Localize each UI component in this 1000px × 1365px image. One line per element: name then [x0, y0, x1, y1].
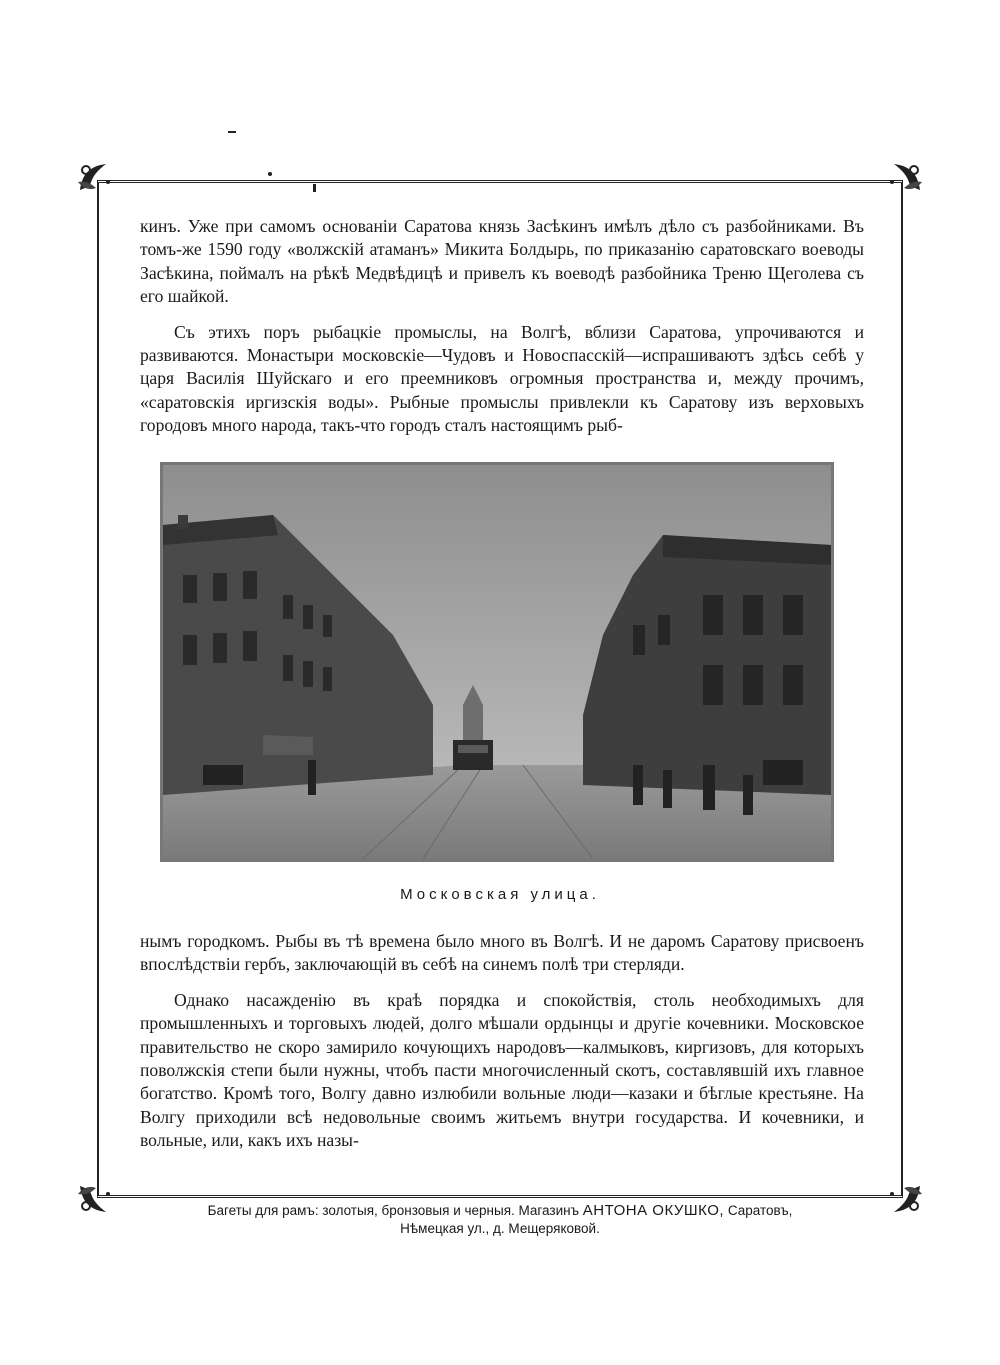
page-mark: [228, 131, 236, 133]
paragraph: Однако насажденiю въ краѣ порядка и спокойствiя, столь необходимыхъ для промышленныхъ и торговыхъ людей, долго мѣшали ордынцы и другiе кочевники. Московское правительство не скоро замирило кочующихъ народовъ—калмыковъ, киргизовъ, для которыхъ поволжскiя степи были нужны, чтобъ пасти многочисленный скотъ, составлявшiй ихъ главное богатство. Кромѣ того, Волгу давно излюбили вольные люди—казаки и бѣглые крестьяне. На Волгу приходили всѣ недовольные своимъ житьемъ внутри государства. И кочевники, и вольные, или, какъ ихъ назы-: [140, 989, 864, 1151]
body-text-top: [140, 215, 864, 450]
footer-city: Саратовъ,: [727, 1203, 793, 1218]
page-mark: [268, 172, 272, 176]
photo-caption: Московская улица.: [400, 886, 600, 903]
corner-ornament-icon: [882, 160, 924, 196]
paragraph: Съ этихъ поръ рыбацкiе промыслы, на Волгѣ, вблизи Саратова, упрочиваются и развиваются. Монастыри московскiе—Чудовъ и Новоспасскiй—испрашиваютъ здѣсь себѣ у царя Василiя Шуйскаго и его преемниковъ огромныя пространства и, между прочимъ, «саратовскiя иргизскiя воды». Рыбные промыслы привлекли къ Саратову изъ верховыхъ городовъ много народа, такъ-что городъ сталъ настоящимъ рыб-: [140, 321, 864, 436]
footer-line-1: [0, 1202, 1000, 1220]
body-text-bottom: [140, 930, 864, 1165]
footer-advertisement: [0, 1202, 1000, 1238]
corner-ornament-icon: [76, 160, 118, 196]
street-scene-image: [163, 465, 831, 859]
shop-name: АНТОНА ОКУШКО,: [582, 1202, 725, 1219]
street-photograph: [160, 462, 834, 862]
paragraph: нымъ городкомъ. Рыбы въ тѣ времена было много въ Волгѣ. И не даромъ Саратову присвоенъ впослѣдствiи гербъ, заключающiй въ себѣ на синемъ полѣ три стерляди.: [140, 931, 864, 975]
footer-line-2: Нѣмецкая ул., д. Мещеряковой.: [400, 1221, 600, 1236]
footer-prefix: Багеты для рамъ: золотыя, бронзовыя и черныя. Магазинъ: [207, 1203, 580, 1218]
paragraph: кинъ. Уже при самомъ основанiи Саратова князь Засѣкинъ имѣлъ дѣло съ разбойниками. Въ томъ-же 1590 году «волжскiй атаманъ» Микита Болдырь, по приказанiю саратовскаго воеводы Засѣкина, поймалъ на рѣкѣ Медвѣдицѣ и привелъ къ воеводѣ разбойника Треню Щеголева съ его шайкой.: [140, 216, 864, 307]
